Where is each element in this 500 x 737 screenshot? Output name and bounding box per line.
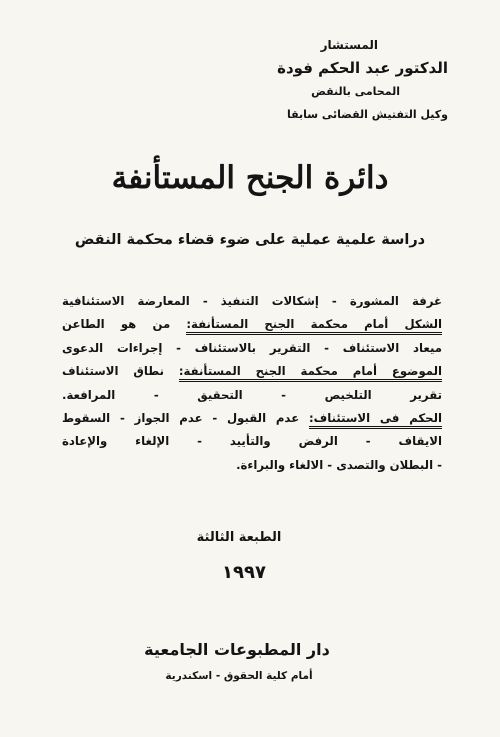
topics-line [62, 407, 442, 430]
author-title: المستشار [320, 38, 378, 52]
publisher-name: دار المطبوعات الجامعية [144, 640, 330, 659]
publisher-address: أمام كلية الحقوق - اسكندرية [165, 670, 313, 682]
topic-text: نطاق الاستئناف [62, 364, 179, 379]
topic-text: ميعاد الاستئناف - التقرير بالاستئناف - إجراءات الدعوى [62, 340, 442, 355]
topics-line [62, 454, 442, 477]
topic-text: - البطلان والتصدى - الالغاء والبراءة. [236, 457, 442, 472]
topic-text: الايقاف - الرفض والتأييد - الإلغاء والإعادة [62, 434, 442, 449]
topics-line [62, 313, 442, 336]
author-position-2: وكيل التفتيش القضائى سابقا [286, 108, 448, 121]
author-position-1: المحامى بالنقض [311, 85, 400, 98]
book-title: دائرة الجنح المستأنفة [111, 160, 389, 196]
topics-line [62, 360, 442, 383]
topic-heading: الشكل أمام محكمة الجنح المستأنفة: [186, 317, 442, 335]
topic-heading: الموضوع أمام محكمة الجنح المستأنفة: [179, 364, 442, 382]
edition-label: الطبعة الثالثة [196, 530, 282, 545]
topic-text: من هو الطاعن [62, 317, 187, 332]
publication-year: ١٩٩٧ [222, 562, 266, 583]
book-subtitle: دراسة علمية عملية على ضوء قضاء محكمة النقض [74, 232, 426, 248]
topics-line [62, 384, 442, 407]
topics-line [62, 290, 442, 313]
topic-text: غرفة المشورة - إشكالات التنفيذ - المعارضة الاستئنافية [62, 294, 442, 308]
topic-heading: الحكم فى الاستئناف: [309, 411, 442, 429]
author-name: الدكتور عبد الحكم فودة [277, 59, 448, 77]
topic-text: تقرير التلخيص - التحقيق - المرافعة. [62, 387, 442, 402]
topics-line [62, 430, 442, 453]
author-block [277, 34, 448, 126]
topic-text: عدم القبول - عدم الجواز - السقوط [62, 411, 309, 426]
topics-list [62, 290, 442, 477]
topics-line [62, 337, 442, 360]
